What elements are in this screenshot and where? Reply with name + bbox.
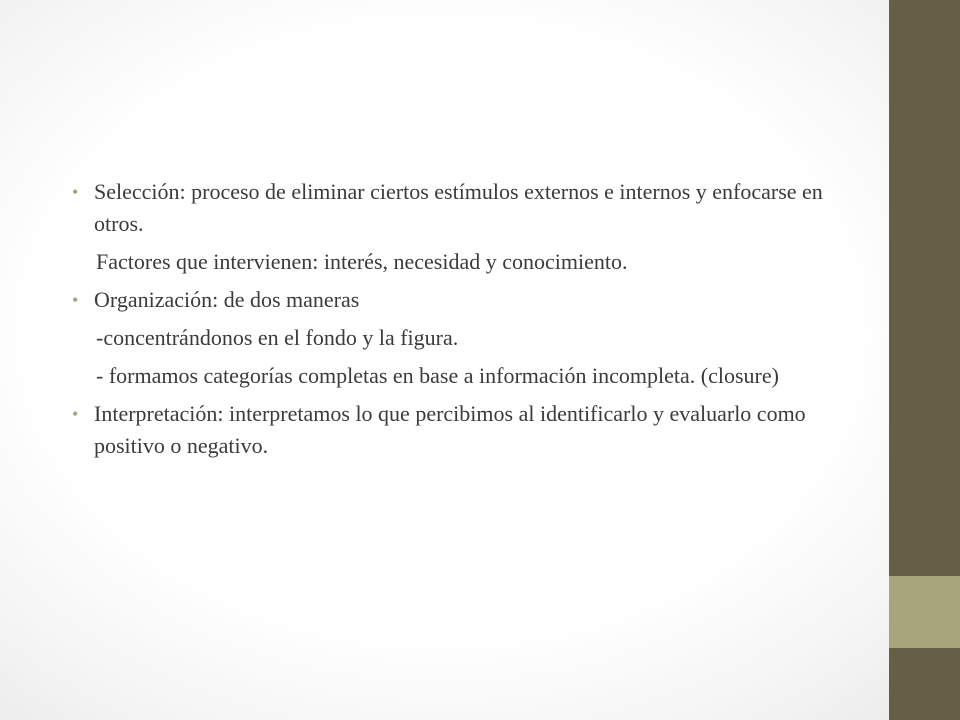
side-bar-accent-decoration [889, 576, 960, 648]
bullet-interpretacion [72, 398, 842, 462]
bullet-text: Interpretación: interpretamos lo que percibimos al identificarlo y evaluarlo como positivo o negativo. [94, 401, 806, 458]
bullet-dot-icon: • [72, 290, 79, 310]
slide-body [72, 176, 842, 468]
bullet-text: Organización: de dos maneras [94, 287, 360, 312]
bullet-text: Selección: proceso de eliminar ciertos estímulos externos e internos y enfocarse en otros. [94, 179, 823, 236]
bullet-dot-icon: • [72, 182, 79, 202]
paragraph-text: - formamos categorías completas en base a información incompleta. (closure) [96, 363, 779, 388]
paragraph-text: -concentrándonos en el fondo y la figura. [96, 325, 459, 350]
bullet-dot-icon: • [72, 404, 79, 424]
bullet-organizacion [72, 284, 842, 316]
paragraph-factores [72, 246, 842, 278]
bullet-seleccion [72, 176, 842, 240]
paragraph-formamos [72, 360, 842, 392]
paragraph-concentrandonos [72, 322, 842, 354]
paragraph-text: Factores que intervienen: interés, necesidad y conocimiento. [96, 249, 628, 274]
